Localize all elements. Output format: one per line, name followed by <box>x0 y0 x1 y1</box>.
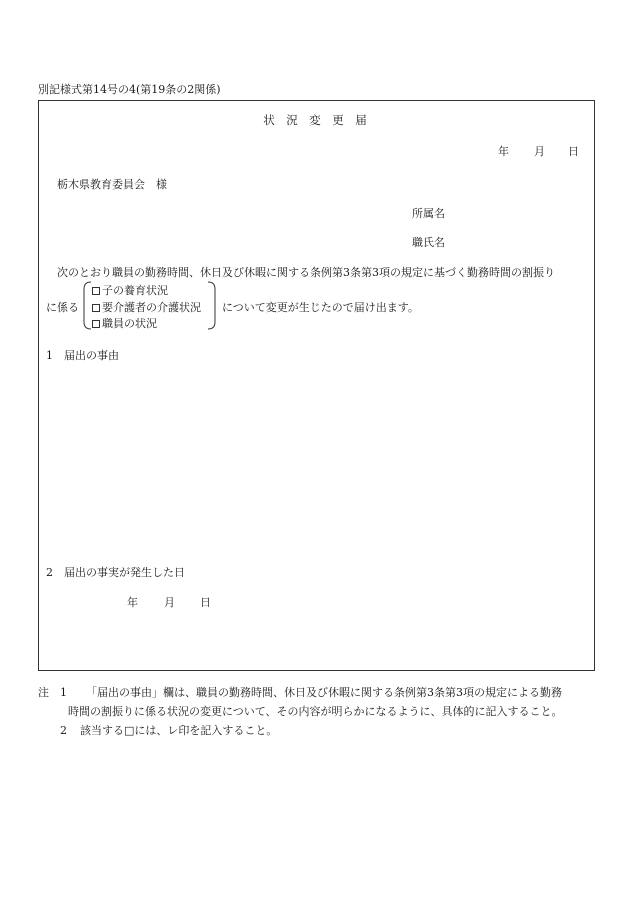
section-reason-heading: 1 届出の事由 <box>46 349 119 362</box>
occurrence-month-label: 月 <box>164 596 175 609</box>
form-title: 状 況 変 更 届 <box>263 113 367 127</box>
checkbox-staff[interactable] <box>92 320 100 328</box>
checkbox-nursing[interactable] <box>92 304 100 312</box>
body-text-line1: 次のとおり職員の勤務時間、休日及び休暇に関する条例第3条第3項の規定に基づく勤務時間の割振り <box>57 266 555 279</box>
option-staff-label: 職員の状況 <box>102 317 157 330</box>
body-suffix: について変更が生じたので届け出ます。 <box>222 301 419 314</box>
body-prefix: に係る <box>46 301 79 314</box>
checkbox-childcare[interactable] <box>92 287 100 295</box>
occurrence-year-label: 年 <box>127 596 138 609</box>
form-label: 別記様式第14号の4(第19条の2関係) <box>38 83 221 96</box>
note1-line2: 時間の割振りに係る状況の変更について、その内容が明らかになるように、具体的に記入すること。 <box>68 705 563 718</box>
note1-number: 1 <box>60 686 67 699</box>
date-year-label: 年 <box>498 145 509 158</box>
occurrence-day-label: 日 <box>200 596 211 609</box>
date-day-label: 日 <box>568 145 579 158</box>
name-label: 職氏名 <box>412 236 445 249</box>
note2-number: 2 <box>60 724 67 737</box>
option-childcare <box>92 285 168 296</box>
section-date-heading: 2 届出の事実が発生した日 <box>46 566 185 579</box>
addressee: 栃木県教育委員会 様 <box>57 178 167 191</box>
option-nursing-label: 要介護者の介護状況 <box>102 301 201 314</box>
note1-line1: 「届出の事由」欄は、職員の勤務時間、休日及び休暇に関する条例第3条第3項の規定による勤務 <box>86 686 562 699</box>
affiliation-label: 所属名 <box>412 207 445 220</box>
date-month-label: 月 <box>534 145 545 158</box>
option-staff <box>92 318 157 329</box>
notes-heading: 注 <box>38 686 49 699</box>
option-childcare-label: 子の養育状況 <box>102 284 168 297</box>
note2-line1: 該当する□には、レ印を記入すること。 <box>80 724 278 737</box>
option-nursing <box>92 302 201 313</box>
